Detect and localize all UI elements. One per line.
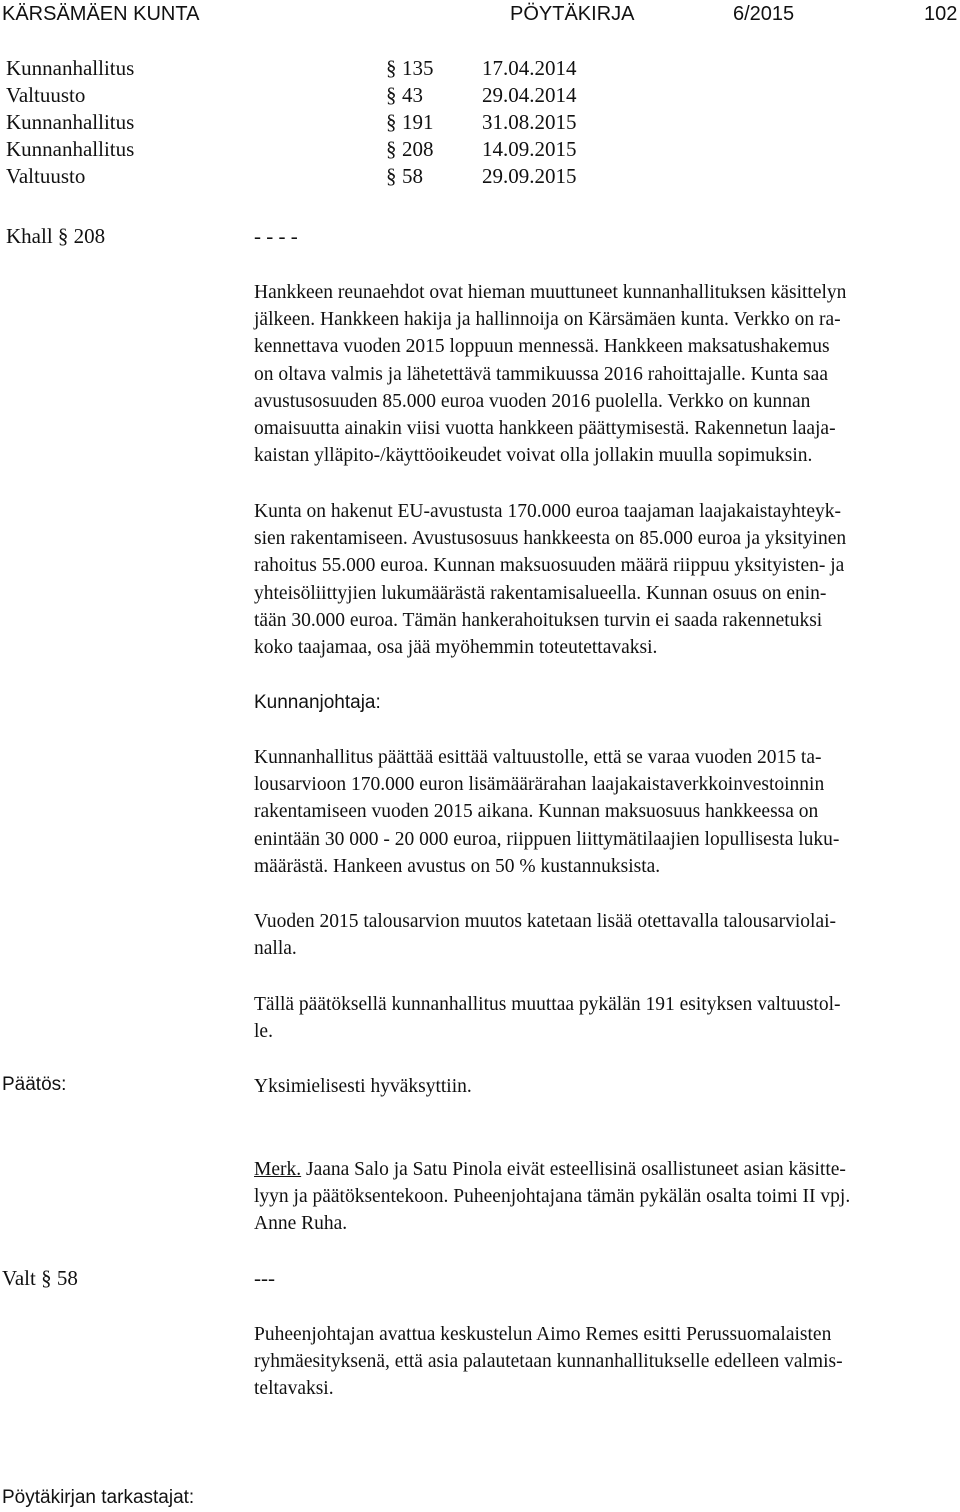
text-line: omaisuutta ainakin viisi vuotta hankkeen päättymisestä. Rakennetun laaja- xyxy=(254,418,836,440)
decision-text-block xyxy=(254,1073,958,1100)
paragraph-proposal xyxy=(254,744,958,880)
text-line: teltavaksi. xyxy=(254,1378,334,1400)
valt-dashes: --- xyxy=(254,1266,275,1290)
text-line: määrästä. Hankeen avustus on 50 % kustannuksista. xyxy=(254,855,661,877)
reference-body: Valtuusto xyxy=(6,83,86,107)
text-line: lyyn ja päätöksentekoon. Puheenjohtajana tämän pykälän osalta toimi II vpj. xyxy=(254,1186,851,1208)
remark-prefix: Merk. xyxy=(254,1159,302,1180)
text-line: nalla. xyxy=(254,938,297,960)
text-line: Kunnanhallitus päättää esittää valtuustolle, että se varaa vuoden 2015 ta- xyxy=(254,747,822,768)
khall-dashes: - - - - xyxy=(254,224,298,248)
section-sign: § xyxy=(386,83,397,107)
text-line: rahoitus 55.000 euroa. Kunnan maksuosuuden määrä riippuu yksityisten- ja xyxy=(254,555,845,577)
reference-date: 29.09.2015 xyxy=(482,164,577,188)
document-type: PÖYTÄKIRJA xyxy=(510,3,635,25)
reference-number: 191 xyxy=(402,110,434,134)
reference-date: 17.04.2014 xyxy=(482,56,577,80)
text-line: jälkeen. Hankkeen hakija ja hallinnoija on Kärsämäen kunta. Verkko on ra- xyxy=(254,309,841,331)
minutes-inspectors-label: Pöytäkirjan tarkastajat: xyxy=(2,1487,195,1508)
issue-number: 6/2015 xyxy=(733,3,795,25)
reference-body: Kunnanhallitus xyxy=(6,137,135,161)
reference-number: 43 xyxy=(402,83,423,107)
reference-number: 135 xyxy=(402,56,434,80)
decision-label: Päätös: xyxy=(2,1074,67,1095)
text-line: on oltava valmis ja lähetettävä tammikuussa 2016 rahoittajalle. Kunta saa xyxy=(254,363,828,385)
paragraph-council-discussion xyxy=(254,1321,958,1403)
valt-section-label: Valt § 58 xyxy=(2,1266,78,1290)
reference-date: 31.08.2015 xyxy=(482,110,577,134)
section-sign: § xyxy=(386,137,397,161)
reference-body: Kunnanhallitus xyxy=(6,56,135,80)
text-line: Anne Ruha. xyxy=(254,1213,348,1235)
reference-date: 29.04.2014 xyxy=(482,83,577,107)
decision-text: Yksimielisesti hyväksyttiin. xyxy=(254,1076,472,1097)
text-line: yhteisöliittyjien lukumäärästä rakentamisalueella. Kunnan osuus on enin- xyxy=(254,582,827,604)
text-line: ryhmäesityksenä, että asia palautetaan kunnanhallitukselle edelleen valmis- xyxy=(254,1351,843,1373)
khall-section-label: Khall § 208 xyxy=(6,224,106,248)
reference-body: Kunnanhallitus xyxy=(6,110,135,134)
text-line: Puheenjohtajan avattua keskustelun Aimo Remes esitti Perussuomalaisten xyxy=(254,1324,832,1345)
section-sign: § xyxy=(386,164,397,188)
text-line: enintään 30 000 - 20 000 euroa, riippuen liittymätilaajien lopullisesta luku- xyxy=(254,828,840,850)
text-line: Kunta on hakenut EU-avustusta 170.000 euroa taajaman laajakaistayhteyk- xyxy=(254,501,841,522)
text-line: Tällä päätöksellä kunnanhallitus muuttaa pykälän 191 esityksen valtuustol- xyxy=(254,994,841,1015)
text-line: rakentamiseen vuoden 2015 aikana. Kunnan maksuosuus hankkeessa on xyxy=(254,801,819,823)
page-number: 102 xyxy=(924,3,958,25)
section-sign: § xyxy=(386,56,397,80)
reference-body: Valtuusto xyxy=(6,164,86,188)
reference-date: 14.09.2015 xyxy=(482,137,577,161)
text-line: kennettava vuoden 2015 loppuun mennessä. Hankkeen maksatushakemus xyxy=(254,336,830,358)
text-line: lousarvioon 170.000 euron lisämäärärahan laajakaistaverkkoinvestoinnin xyxy=(254,774,825,796)
text-line: avustusosuuden 85.000 euroa vuoden 2016 puolella. Verkko on kunnan xyxy=(254,390,811,412)
text-line: koko taajamaa, osa jää myöhemmin toteutettavaksi. xyxy=(254,637,658,659)
mayor-proposal-label: Kunnanjohtaja: xyxy=(254,692,381,713)
paragraph-amendment xyxy=(254,991,958,1045)
text-line: Vuoden 2015 talousarvion muutos katetaan lisää otettavalla talousarviolai- xyxy=(254,911,837,932)
text-line: Hankkeen reunaehdot ovat hieman muuttuneet kunnanhallituksen käsittelyn xyxy=(254,282,847,303)
remark-block xyxy=(254,1156,958,1238)
text-line: tään 30.000 euroa. Tämän hankerahoituksen turvin ei saada rakennetuksi xyxy=(254,609,823,631)
text-line: kaistan ylläpito-/käyttöoikeudet voivat olla jollakin muulla sopimuksin. xyxy=(254,445,813,467)
reference-number: 208 xyxy=(402,137,434,161)
section-sign: § xyxy=(386,110,397,134)
text-line xyxy=(254,1156,958,1183)
paragraph-eu-funding xyxy=(254,498,958,661)
reference-number: 58 xyxy=(402,164,423,188)
paragraph-budget-change xyxy=(254,908,958,962)
text-line: le. xyxy=(254,1021,273,1043)
text-line: sien rakentamiseen. Avustusosuus hankkeesta on 85.000 euroa ja yksityinen xyxy=(254,528,847,550)
remark-text: Jaana Salo ja Satu Pinola eivät esteellisinä osallistuneet asian käsitte- xyxy=(301,1159,846,1180)
municipality-name: KÄRSÄMÄEN KUNTA xyxy=(2,3,200,25)
paragraph-project-conditions xyxy=(254,279,958,469)
